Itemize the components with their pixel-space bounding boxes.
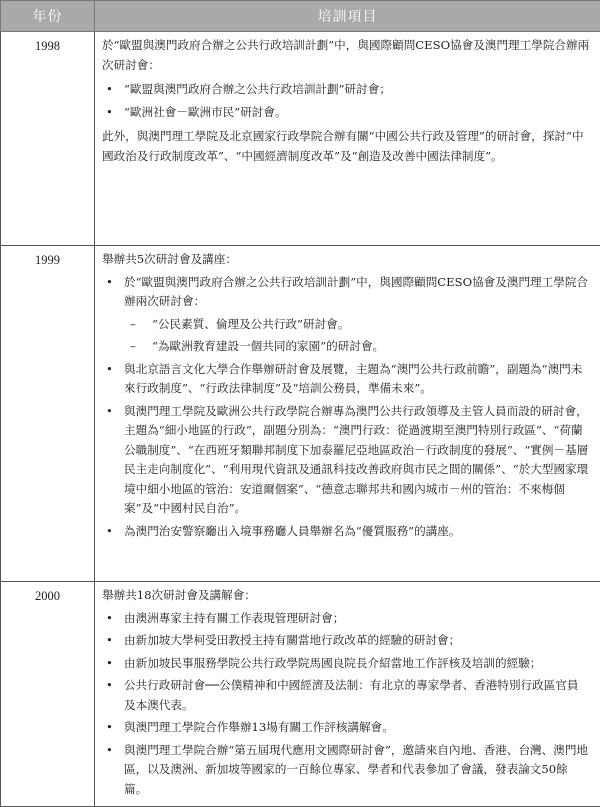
bullet-icon: • bbox=[106, 273, 113, 293]
list-item: • 由澳洲專家主持有關工作表現管理研討會； bbox=[102, 609, 590, 629]
bullet-icon: • bbox=[106, 360, 113, 380]
dash-icon: – bbox=[130, 315, 136, 335]
list-item: • 由新加坡大學柯受田教授主持有關當地行政改革的經驗的研討會； bbox=[102, 631, 590, 651]
bullet-icon: • bbox=[106, 718, 113, 738]
dash-icon: – bbox=[130, 337, 136, 357]
list-item: • 於“歐盟與澳門政府合辦之公共行政培訓計劃”中，與國際顧問CESO協會及澳門理工學院合辦兩次研討會： bbox=[102, 273, 590, 312]
year-cell: 1999 bbox=[1, 246, 95, 582]
list-item: • 由新加坡民事服務學院公共行政學院馬國良院長介紹當地工作評核及培訓的經驗； bbox=[102, 654, 590, 674]
list-item: • “歐盟與澳門政府合辦之公共行政培訓計劃”研討會； bbox=[102, 80, 590, 100]
list-item: • 公共行政研討會──公僕精神和中國經濟及法制：有北京的專家學者、香港特別行政區官員及本澳代表。 bbox=[102, 676, 590, 715]
table-row bbox=[1, 246, 600, 582]
list-item: • 與澳門理工學院及歐洲公共行政學院合辦專為澳門公共行政領導及主管人員而設的研討會，主題為“細小地區的行政”，副題分別為：“澳門行政：從過渡期至澳門特別行政區”、“荷蘭公職制度”、“在西班牙類聯邦制度下加泰羅尼亞地區政治－行政制度的發展”、“實例－基層民主走向制度化”、“利用現代資訊及通訊科技改善政府與市民之間的關係”、“於大型國家環境中細小地區的管治：安道爾個案”、“德意志聯邦共和國內城市－州的管治：不來梅個案”及“中國村民自治”。 bbox=[102, 402, 590, 519]
row-intro: 舉辦共5次研討會及講座： bbox=[102, 250, 590, 270]
list-item: • “歐洲社會－歐洲市民”研討會。 bbox=[102, 103, 590, 123]
row-intro: 舉辦共18次研討會及講解會： bbox=[102, 586, 590, 606]
bullet-icon: • bbox=[106, 402, 113, 422]
row-intro: 於“歐盟與澳門政府合辦之公共行政培訓計劃”中，與國際顧問CESO協會及澳門理工學院合辦兩次研討會： bbox=[102, 36, 590, 75]
bullet-icon: • bbox=[106, 654, 113, 674]
items-cell bbox=[95, 582, 600, 807]
table-row bbox=[1, 32, 600, 246]
bullet-icon: • bbox=[106, 103, 113, 123]
bullet-icon: • bbox=[106, 631, 113, 651]
sub-list-item: – “公民素質、倫理及公共行政”研討會。 bbox=[102, 315, 590, 335]
year-column-header: 年份 bbox=[1, 1, 95, 32]
items-column-header: 培訓項目 bbox=[95, 1, 600, 32]
table-header-row bbox=[1, 1, 600, 32]
items-cell bbox=[95, 246, 600, 582]
row-outro: 此外，與澳門理工學院及北京國家行政學院合辦有關“中國公共行政及管理”的研討會，探討“中國政治及行政制度改革”、“中國經濟制度改革”及“創造及改善中國法律制度”。 bbox=[102, 127, 590, 166]
bullet-icon: • bbox=[106, 741, 113, 761]
year-cell: 2000 bbox=[1, 582, 95, 807]
bullet-icon: • bbox=[106, 676, 113, 696]
year-cell: 1998 bbox=[1, 32, 95, 246]
bullet-icon: • bbox=[106, 609, 113, 629]
list-item: • 與澳門理工學院合辦“第五屆現代應用文國際研討會”，邀請來自內地、香港、台灣、澳門地區，以及澳洲、新加坡等國家的一百餘位專家、學者和代表參加了會議，發表論文50餘篇。 bbox=[102, 741, 590, 800]
table-row bbox=[1, 582, 600, 807]
bullet-icon: • bbox=[106, 522, 113, 542]
list-item: • 與北京語言文化大學合作舉辦研討會及展覽，主題為“澳門公共行政前瞻”，副題為“澳門未來行政制度”、“行政法律制度”及“培訓公務員，準備未來”。 bbox=[102, 360, 590, 399]
bullet-icon: • bbox=[106, 80, 113, 100]
list-item: • 為澳門治安警察廳出入境事務廳人員舉辦名為“優質服務”的講座。 bbox=[102, 522, 590, 542]
items-cell bbox=[95, 32, 600, 246]
sub-list-item: – “為歐洲教育建設一個共同的家園”的研討會。 bbox=[102, 337, 590, 357]
list-item: • 與澳門理工學院合作舉辦13場有關工作評核講解會。 bbox=[102, 718, 590, 738]
